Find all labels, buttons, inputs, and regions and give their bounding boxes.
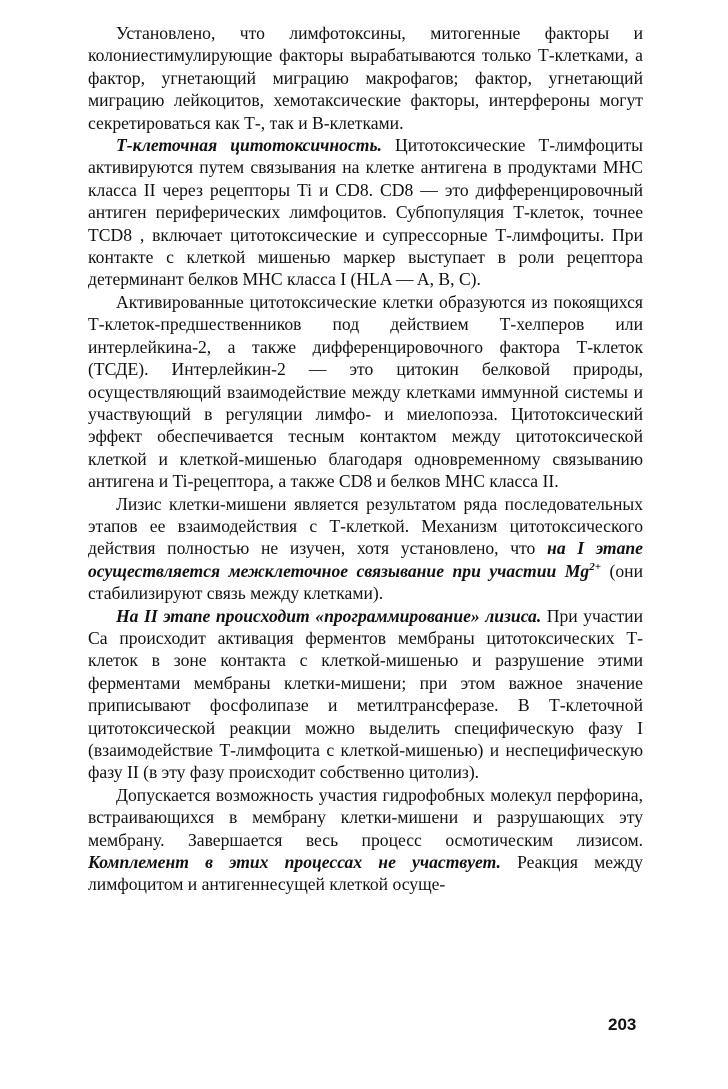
page-body [88, 22, 643, 896]
paragraph-6-emphasis: Комплемент в этих процессах не участвует. [88, 852, 501, 873]
magnesium-charge-superscript: 2+ [589, 560, 601, 573]
paragraph-3-text: Активированные цитотоксические клетки образуются из покоящихся Т-клеток-предшественников под действием Т-хелперов или интерлейкина-2, а также дифференцировочного фактора Т-клеток (ТСДЕ). Интерлейкин-2 — это цитокин белковой природы, осуществляющий взаимодействие между клетками иммунной системы и участвующий в регуляции лимфо- и миелопоэза. Цитотоксический эффект обеспечивается тесным контактом между цитотоксической клеткой и клеткой-мишенью благодаря одновременному связыванию антигена и Ti-рецептора, а также CD8 и белков МНС класса II. [88, 291, 643, 492]
paragraph-4-text-a: Лизис клетки-мишени является результатом ряда последовательных этапов ее взаимодействия с Т-клеткой. Механизм цитотоксического действия полностью не изучен, хотя установлено, что [88, 493, 643, 559]
paragraph-4 [88, 493, 643, 605]
paragraph-2-text: Цитотоксические Т-лимфоциты активируются путем связывания на клетке антигена в продуктами МНС класса II через рецепторы Ti и CD8. CD8 — это дифференцировочный антиген периферических лимфоцитов. Субпопуляция Т-клеток, точнее TCD8 , включает цитотоксические и супрессорные Т-лимфоциты. При контакте с клеткой мишенью маркер выступает в роли рецептора детерминант белков МНС класса I (HLA — A, B, C). [88, 135, 643, 290]
paragraph-2 [88, 134, 643, 291]
paragraph-6-text-a: Допускается возможность участия гидрофобных молекул перфорина, встраивающихся в мембрану клетки-мишени и разрушающих эту мембрану. Завершается весь процесс осмотическим лизисом. [88, 784, 643, 850]
paragraph-4-emphasis-text: на I этапе осуществляется межклеточное связывание при участии Mg [88, 538, 643, 581]
paragraph-5 [88, 605, 643, 784]
paragraph-6-text-b: Реакция между лимфоцитом и антигеннесущей клеткой осуще- [88, 852, 643, 895]
page-number: 203 [608, 1015, 637, 1034]
paragraph-4-text-b: (они стабилизируют связь между клетками). [88, 560, 643, 604]
paragraph-6 [88, 784, 643, 896]
paragraph-5-emphasis: На II этапе происходит «программирование» лизиса. [116, 605, 542, 626]
paragraph-1 [88, 22, 643, 134]
section-heading-t-cell-cytotoxicity: Т-клеточная цитотоксичность. [116, 135, 382, 156]
paragraph-5-text: При участии Са происходит активация ферментов мембраны цитотоксических Т-клеток в зоне контакта с клеткой-мишенью и разрушение этими ферментами мембраны клетки-мишени; при этом важное значение приписывают фосфолипазе и метилтрансферазе. В Т-клеточной цитотоксической реакции можно выделить специфическую фазу I (взаимодействие Т-лимфоцита с клеткой-мишенью) и неспецифическую фазу II (в эту фазу происходит собственно цитолиз). [88, 605, 643, 783]
paragraph-1-text: Установлено, что лимфотоксины, митогенные факторы и колониестимулирующие факторы вырабатываются только Т-клетками, а фактор, угнетающий миграцию макрофагов; фактор, угнетающий миграцию лейкоцитов, хемотаксические факторы, интерфероны могут секретироваться как Т-, так и В-клетками. [88, 23, 643, 133]
paragraph-3 [88, 291, 643, 493]
